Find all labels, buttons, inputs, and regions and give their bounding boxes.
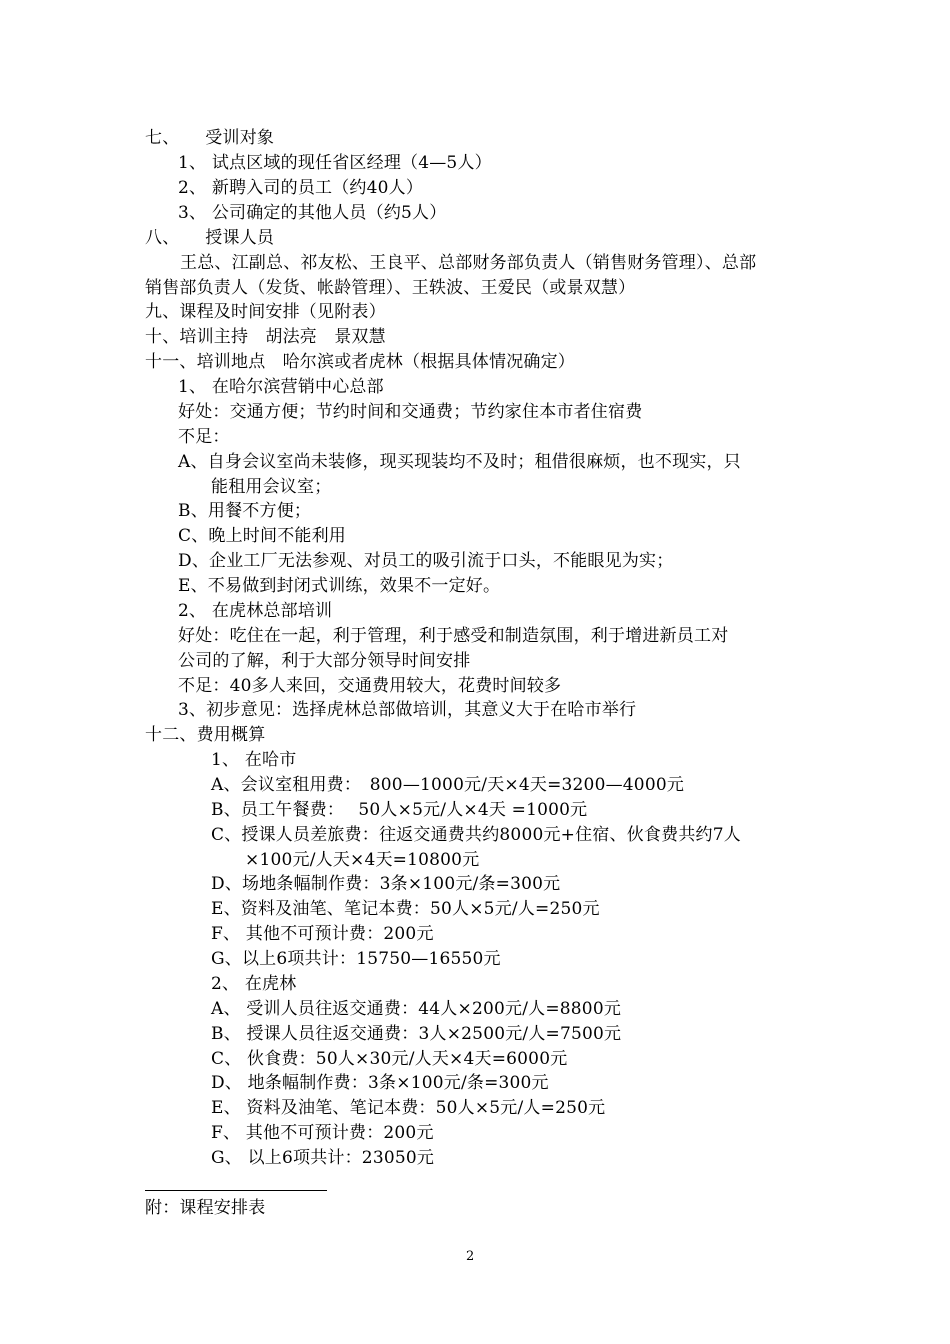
page-number: 2 [466, 1249, 475, 1264]
cost-total: G、 以上6项共计：23050元 [211, 1148, 435, 1168]
paragraph-line: 不足：40多人来回，交通费用较大，花费时间较多 [178, 676, 562, 696]
list-item: E、不易做到封闭式训练，效果不一定好。 [178, 576, 501, 596]
cost-total: G、以上6项共计：15750—16550元 [211, 949, 501, 969]
cost-item-continuation: ×100元/人天×4天=10800元 [245, 850, 480, 870]
cost-item: E、资料及油笔、笔记本费：50人×5元/人=250元 [211, 899, 600, 919]
cost-item: C、授课人员差旅费：往返交通费共约8000元+住宿、伙食费共约7人 [211, 825, 741, 845]
list-item: 1、 在哈尔滨营销中心总部 [178, 377, 384, 397]
list-item: A、自身会议室尚未装修，现买现装均不及时；租借很麻烦，也不现实，只 [178, 452, 741, 472]
paragraph-line: 王总、江副总、祁友松、王良平、总部财务部负责人（销售财务管理）、总部 [180, 253, 757, 273]
cost-item: F、 其他不可预计费：200元 [211, 1123, 434, 1143]
footnote: 附：课程安排表 [145, 1198, 266, 1218]
section-twelve-heading: 十二、费用概算 [145, 725, 266, 745]
footnote-divider [145, 1190, 327, 1191]
paragraph-line: 销售部负责人（发货、帐龄管理）、王轶波、王爱民（或景双慧） [145, 278, 636, 298]
section-ten-heading: 十、培训主持 胡法亮 景双慧 [145, 327, 386, 347]
paragraph-line: 公司的了解，利于大部分领导时间安排 [178, 651, 471, 671]
list-item-continuation: 能租用会议室； [211, 477, 332, 497]
cost-item: A、会议室租用费： 800—1000元/天×4天=3200—4000元 [211, 775, 685, 795]
section-eleven-heading: 十一、培训地点 哈尔滨或者虎林（根据具体情况确定） [145, 352, 575, 372]
list-item: C、晚上时间不能利用 [178, 526, 347, 546]
list-item: B、用餐不方便； [178, 501, 312, 521]
list-item: 2、 在虎林 [211, 974, 297, 994]
cost-item: C、 伙食费：50人×30元/人天×4天=6000元 [211, 1049, 568, 1069]
cost-item: D、 地条幅制作费：3条×100元/条=300元 [211, 1073, 549, 1093]
section-eight-heading: 八、 授课人员 [145, 228, 275, 248]
cost-item: D、场地条幅制作费：3条×100元/条=300元 [211, 874, 561, 894]
paragraph-line: 好处：交通方便；节约时间和交通费；节约家住本市者住宿费 [178, 402, 643, 422]
cost-item: A、 受训人员往返交通费：44人×200元/人=8800元 [211, 999, 622, 1019]
section-seven-heading: 七、 受训对象 [145, 128, 275, 148]
section-nine-heading: 九、课程及时间安排（见附表） [145, 302, 386, 322]
list-item: 3、 公司确定的其他人员（约5人） [178, 203, 447, 223]
list-item: D、企业工厂无法参观、对员工的吸引流于口头，不能眼见为实； [178, 551, 674, 571]
list-item: 1、 试点区域的现任省区经理（4—5人） [178, 153, 492, 173]
paragraph-line: 好处：吃住在一起，利于管理，利于感受和制造氛围，利于增进新员工对 [178, 626, 729, 646]
cost-item: B、员工午餐费： 50人×5元/人×4天 =1000元 [211, 800, 588, 820]
cost-item: E、 资料及油笔、笔记本费：50人×5元/人=250元 [211, 1098, 606, 1118]
cost-item: F、 其他不可预计费：200元 [211, 924, 434, 944]
list-item: 2、 新聘入司的员工（约40人） [178, 178, 424, 198]
paragraph-line: 不足： [178, 427, 230, 447]
list-item: 3、初步意见：选择虎林总部做培训，其意义大于在哈市举行 [178, 700, 637, 720]
list-item: 2、 在虎林总部培训 [178, 601, 333, 621]
cost-item: B、 授课人员往返交通费：3人×2500元/人=7500元 [211, 1024, 622, 1044]
list-item: 1、 在哈市 [211, 750, 297, 770]
